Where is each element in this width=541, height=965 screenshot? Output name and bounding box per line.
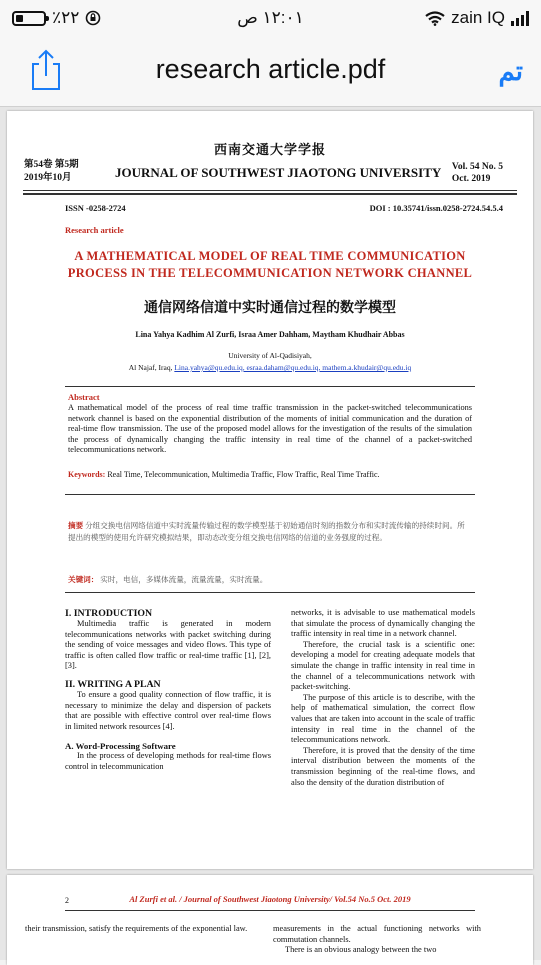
left-column — [65, 608, 271, 773]
done-button[interactable]: تم — [498, 56, 523, 86]
right-paragraph-4: Therefore, it is proved that the density of the time interval distribution between the moments of the transmission beginning of the real-time flows, and also the density of the duration distribution of — [291, 745, 475, 787]
page-2-right-text — [273, 924, 481, 956]
volume-chinese-line1: 第54卷 第5期 — [24, 160, 79, 170]
volume-english-line1: Vol. 54 No. 5 — [451, 162, 503, 172]
abstract-rule-top — [65, 386, 475, 387]
article-title-line2: PROCESS IN THE TELECOMMUNICATION NETWORK CHANNEL — [67, 266, 473, 280]
pdf-page-2 — [7, 875, 533, 965]
abstract-rule-bottom — [65, 494, 475, 495]
keywords-text: Real Time, Telecommunication, Multimedia Traffic, Flow Traffic, Real Time Traffic. — [107, 470, 380, 479]
subsection-a-text: In the process of developing methods for real-time flows control in telecommunication — [65, 751, 271, 771]
section-2-heading: II. WRITING A PLAN — [65, 678, 161, 690]
author-emails[interactable]: Lina.yahya@qu.edu.iq, esraa.daham@qu.edu.iq, mathem.a.khudair@qu.edu.iq — [174, 363, 412, 372]
article-title-line1: A MATHEMATICAL MODEL OF REAL TIME COMMUNICATION — [74, 249, 466, 263]
section-1-text: Multimedia traffic is generated in modern telecommunications networks with packet switching during the sending of voice messages and video flows. This type of traffic is often called flow traffic or real-time traffic [1], [2], [3]. — [65, 619, 271, 671]
section-2-text: To ensure a good quality connection of flow traffic, it is necessary to minimize the delay and dispersion of packets that are possible with effective control over real-time flows in limited network resources [4]. — [65, 689, 271, 731]
volume-english — [452, 161, 503, 185]
section-1-heading: I. INTRODUCTION — [65, 608, 153, 619]
page-2-right-paragraph-1: measurements in the actual functioning networks with commutation channels. — [273, 924, 481, 944]
battery-percentage: ٪٢٢ — [52, 8, 80, 27]
address-prefix: Al Najaf, Iraq, — [128, 363, 173, 372]
article-title-chinese: 通信网络信道中实时通信过程的数学模型 — [144, 301, 396, 316]
pdf-viewer[interactable] — [0, 107, 541, 960]
status-time: ١٢:٠١ ص — [237, 8, 304, 27]
chinese-keywords-label: 关键词： — [68, 575, 99, 584]
volume-chinese-line2: 2019年10月 — [24, 173, 72, 183]
status-bar — [0, 0, 541, 36]
authors: Lina Yahya Kadhim Al Zurfi, Israa Amer Dahham, Maytham Khudhair Abbas — [135, 330, 405, 339]
chinese-keywords-text: 实时，电信，多媒体流量，流量流量，实时流量。 — [100, 575, 268, 584]
section-rule — [65, 592, 475, 593]
volume-english-line2: Oct. 2019 — [451, 174, 491, 184]
page-2-left-text: their transmission, satisfy the requirements of the exponential law. — [25, 924, 248, 933]
chinese-abstract-text: 分组交换电信网络信道中实时流量传输过程的数学模型基于初始通信时刻的指数分布和实时流传输的持续时间。所提出的模型的使用允许研究模拟结果，即动态改变分组交换电信网络的信道的业务强度的过程。 — [68, 521, 465, 542]
abstract-heading: Abstract — [68, 392, 100, 402]
abstract-text: A mathematical model of the process of real time traffic transmission in the packet-switched telecommunications network channel is based on the exponential distribution of the moments of initial communication and the duration of real-time flow transmission. The use of the proposed model allows for the investigation of the results of the simulation the process of dynamically changing the traffic intensity in real time of the channel of a packet-switched telecommunications network. — [68, 403, 472, 454]
doi: DOI : 10.35741/issn.0258-2724.54.5.4 — [369, 203, 503, 213]
running-header-rule — [65, 910, 475, 911]
page-number: 2 — [65, 896, 69, 905]
right-paragraph-1: networks, it is advisable to use mathematical models that simulate the process of dynamically changing the traffic intensity in real time in a network channel. — [291, 608, 475, 639]
wifi-icon — [425, 11, 445, 26]
right-paragraph-3: The purpose of this article is to describe, with the help of mathematical simulation, the correct flow values that are taken into account in the scale of traffic intensity in real time in the channel of the telecommunications network. — [291, 692, 475, 745]
journal-name-chinese: 西南交通大学学报 — [213, 142, 326, 157]
header-rule-thick — [23, 193, 517, 195]
signal-icon — [511, 11, 529, 26]
page-2-right-paragraph-2: There is an obvious analogy between the two — [285, 945, 437, 955]
address-line — [7, 363, 533, 372]
journal-name-english: JOURNAL OF SOUTHWEST JIAOTONG UNIVERSITY — [115, 165, 442, 180]
navigation-bar — [0, 36, 541, 107]
keywords — [68, 470, 380, 479]
pdf-page-1 — [7, 111, 533, 869]
chinese-keywords — [68, 574, 267, 585]
article-type: Research article — [65, 225, 124, 235]
right-column — [291, 608, 475, 788]
keywords-label: Keywords: — [68, 470, 106, 479]
document-title: research article.pdf — [155, 54, 386, 84]
volume-chinese — [24, 159, 79, 185]
chinese-abstract — [68, 520, 472, 543]
affiliation: University of Al-Qadisiyah, — [228, 351, 312, 360]
issn: ISSN -0258-2724 — [65, 203, 126, 213]
right-paragraph-2: Therefore, the crucial task is a scientific one: developing a model for creating adequate models that simulate the change in traffic intensity in real time in the channel of a telecommunications network with packet-switching. — [291, 639, 475, 692]
header-rule — [23, 190, 517, 191]
status-right — [425, 8, 529, 28]
running-header: Al Zurfi et al. / Journal of Southwest Jiaotong University/ Vol.54 No.5 Oct. 2019 — [129, 894, 411, 904]
carrier-name: zain IQ — [451, 8, 505, 27]
chinese-abstract-label: 摘要 — [68, 521, 84, 530]
subsection-a-heading: A. Word-Processing Software — [65, 741, 176, 752]
